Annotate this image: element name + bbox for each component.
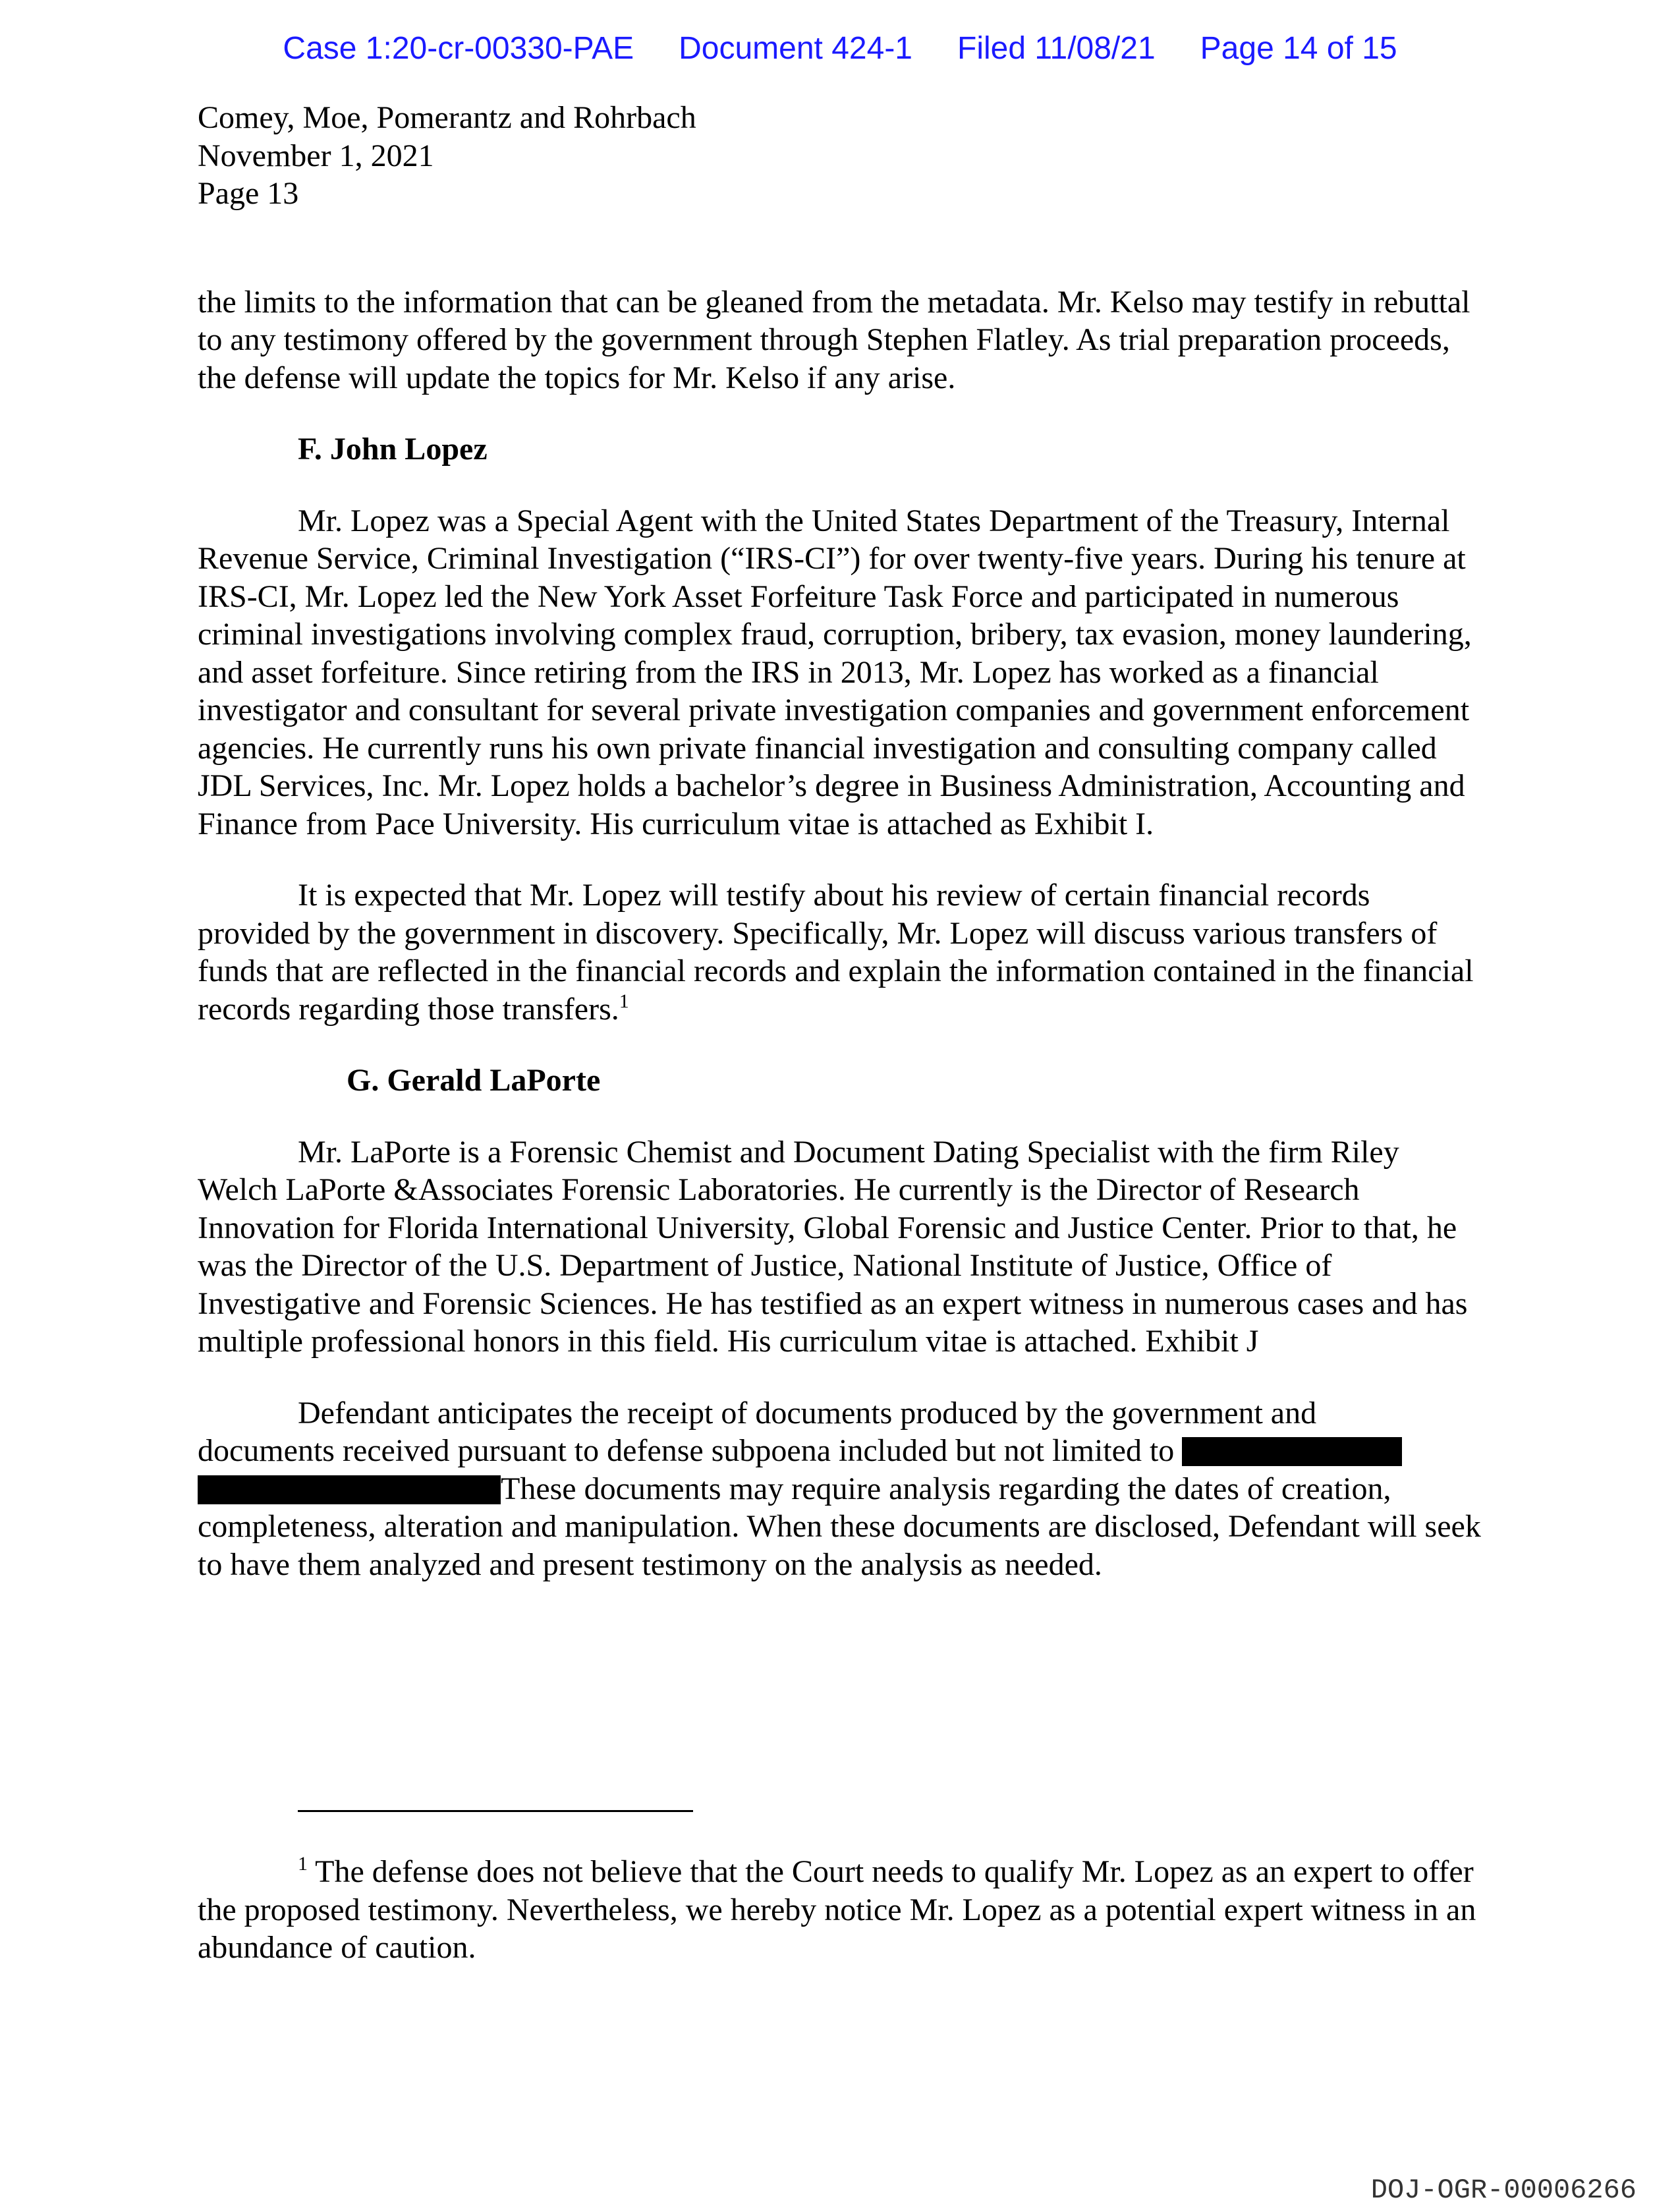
documents-line-2-text: documents received pursuant to defense subpoena included but not limited to [198, 1433, 1175, 1468]
footnote-separator [298, 1810, 693, 1812]
documents-line-3 [198, 1470, 1482, 1584]
addressees: Comey, Moe, Pomerantz and Rohrbach [198, 100, 696, 135]
lopez-testimony-text: It is expected that Mr. Lopez will testify about his review of certain financial records provided by the government in discovery. Specifically, Mr. Lopez will discuss various transfers of funds that are reflected in the financial records and explain the information contained in the financial records regarding those transfers. [198, 878, 1474, 1027]
redaction-bar [1182, 1437, 1402, 1466]
case-number: Case 1:20-cr-00330-PAE [283, 31, 634, 66]
paragraph-laporte-background: Mr. LaPorte is a Forensic Chemist and Document Dating Specialist with the firm Riley Welch LaPorte &Associates Forensic Laboratories. He currently is the Director of Research Innovation for Florida International University, Global Forensic and Justice Center. Prior to that, he was the Director of the U.S. Department of Justice, National Institute of Justice, Office of Investigative and Forensic Sciences. He has testified as an expert witness in numerous cases and has multiple professional honors in this field. His curriculum vitae is attached. Exhibit J [198, 1134, 1468, 1359]
footnote-reference[interactable]: 1 [619, 990, 629, 1012]
filed-date: Filed 11/08/21 [957, 31, 1156, 66]
letter-body [198, 99, 1482, 1583]
paragraph-lopez-testimony [198, 876, 1482, 1028]
paragraph-kelso-continuation: the limits to the information that can be gleaned from the metadata. Mr. Kelso may testify in rebuttal to any testimony offered by the government through Stephen Flatley. As trial preparation proceeds, the defense will update the topics for Mr. Kelso if any arise. [198, 284, 1470, 395]
documents-line-2 [198, 1432, 1482, 1470]
documents-remainder-text: These documents may require analysis regarding the dates of creation, completeness, alteration and manipulation. When these documents are disclosed, Defendant will seek to have them analyzed and present testimony on the analysis as needed. [198, 1471, 1481, 1582]
footnote-marker: 1 [298, 1853, 308, 1875]
paragraph-lopez-background: Mr. Lopez was a Special Agent with the United States Department of the Treasury, Internal Revenue Service, Criminal Investigation (“IRS-CI”) for over twenty-five years. During his tenure at IRS-CI, Mr. Lopez led the New York Asset Forfeiture Task Force and participated in numerous criminal investigations involving complex fraud, corruption, bribery, tax evasion, money laundering, and asset forfeiture. Since retiring from the IRS in 2013, Mr. Lopez has worked as a financial investigator and consultant for several private investigation companies and government enforcement agencies. He currently runs his own private financial investigation and consulting company called JDL Services, Inc. Mr. Lopez holds a bachelor’s degree in Business Administration, Accounting and Finance from Pace University. His curriculum vitae is attached as Exhibit I. [198, 503, 1472, 841]
document-number: Document 424-1 [679, 31, 912, 66]
letter-date: November 1, 2021 [198, 138, 434, 173]
bates-number: DOJ-OGR-00006266 [1370, 2174, 1637, 2206]
court-filing-stamp [0, 30, 1680, 67]
footnote-1 [198, 1853, 1482, 1967]
section-heading-gerald-laporte: G. Gerald LaPorte [347, 1063, 601, 1098]
letter-page-number: Page 13 [198, 176, 299, 211]
footnote-text: The defense does not believe that the Court needs to qualify Mr. Lopez as an expert to offer the proposed testimony. Nevertheless, we hereby notice Mr. Lopez as a potential expert witness in an abundance of caution. [198, 1854, 1476, 1965]
footnote [198, 1853, 1482, 1967]
documents-line-1: Defendant anticipates the receipt of documents produced by the government and [298, 1395, 1317, 1431]
redaction-bar [198, 1475, 501, 1504]
paragraph-laporte-documents [198, 1394, 1482, 1584]
section-heading-john-lopez: F. John Lopez [298, 432, 488, 467]
letter-header [198, 99, 1482, 213]
page-count: Page 14 of 15 [1200, 31, 1397, 66]
